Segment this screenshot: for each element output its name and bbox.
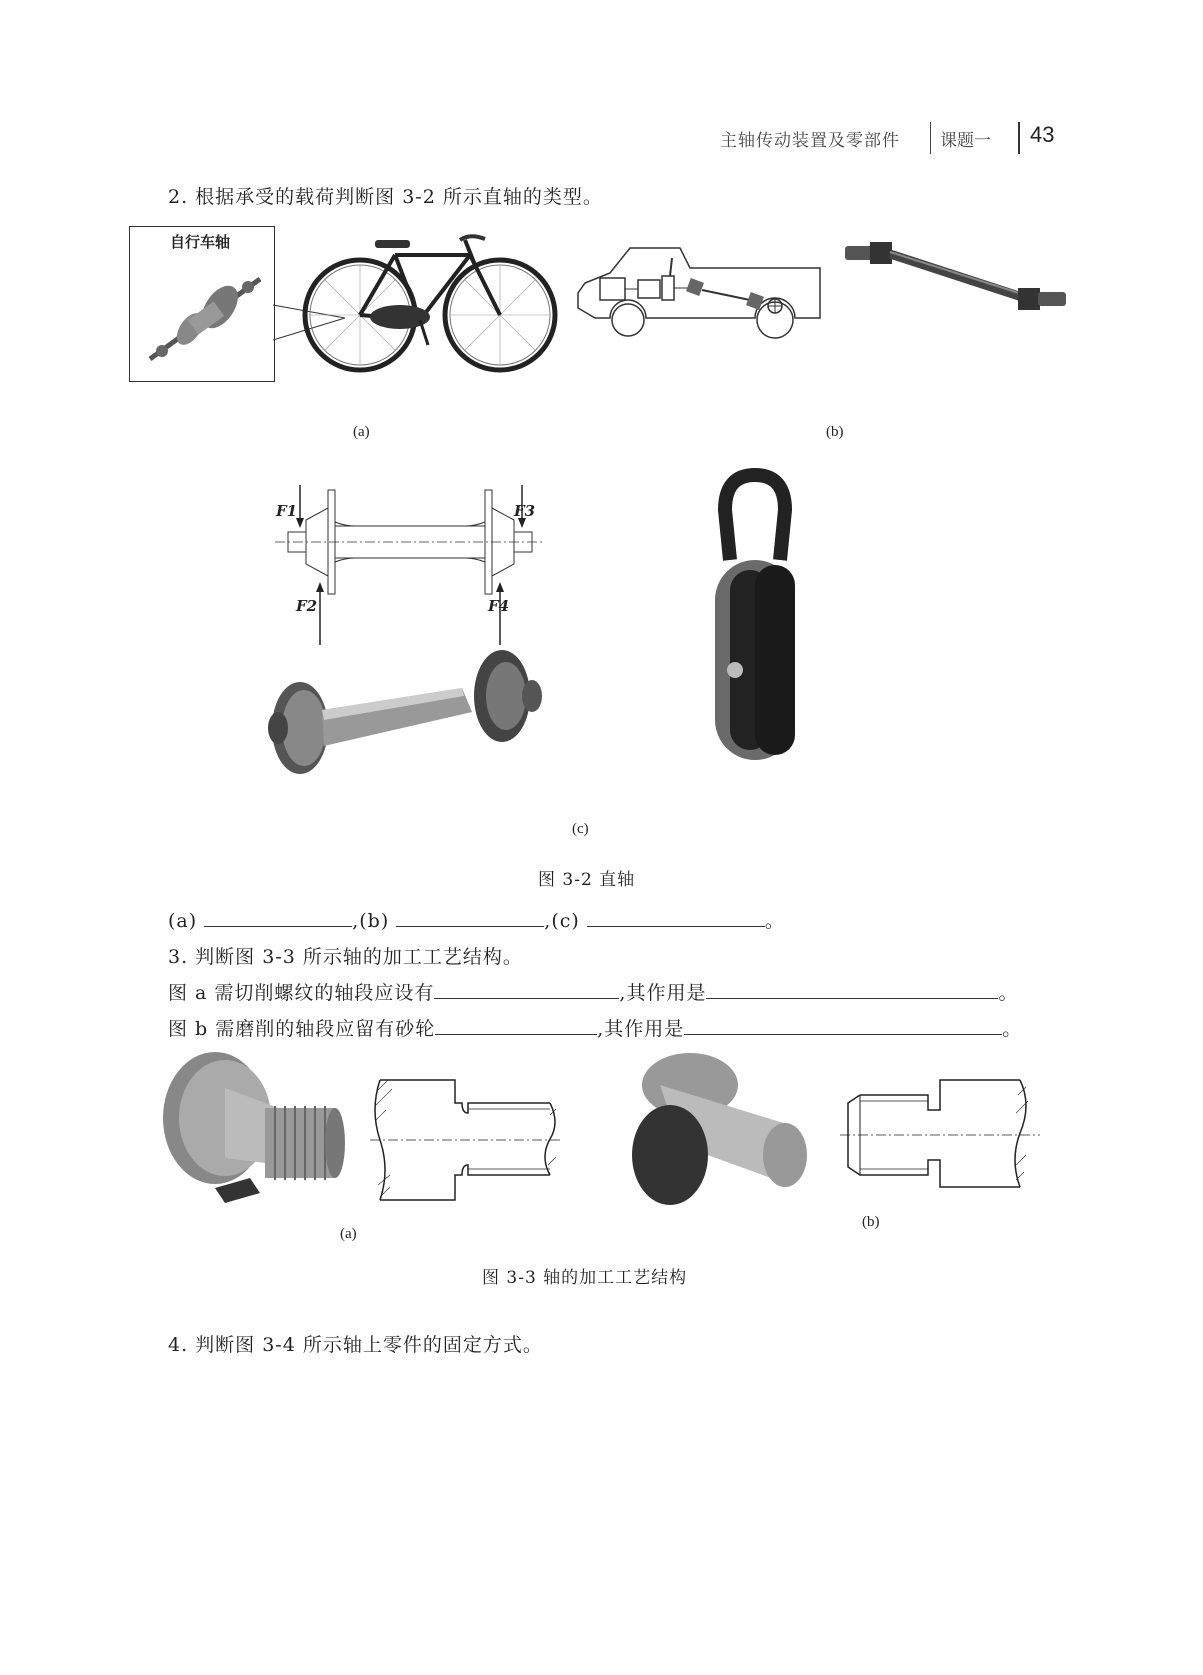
answer-c-blank[interactable] xyxy=(587,908,765,927)
truck-driveshaft-diagram xyxy=(570,238,830,348)
fig-3-3-sub-b: (b) xyxy=(862,1214,880,1230)
pulley-block-image xyxy=(700,470,810,770)
drive-shaft-image xyxy=(840,236,1070,326)
question-2: 2. 根据承受的载荷判断图 3-2 所示直轴的类型。 xyxy=(168,186,603,208)
fig-3-2-sub-b: (b) xyxy=(826,424,844,440)
chapter-title: 主轴传动装置及零部件 xyxy=(720,131,900,151)
q3-b-mid: ,其作用是 xyxy=(597,1018,685,1040)
q3-b-blank-1[interactable] xyxy=(435,1016,597,1035)
answer-c-label: ,(c) xyxy=(544,910,580,932)
answer-b-blank[interactable] xyxy=(396,908,544,927)
answer-a-blank[interactable] xyxy=(204,908,352,927)
force-label-f2: F2 xyxy=(296,597,318,615)
force-label-f3: F3 xyxy=(514,502,536,520)
wheelset-force-diagram xyxy=(270,480,550,650)
q3-a-blank-1[interactable] xyxy=(434,980,619,999)
fig-3-3-caption: 图 3-3 轴的加工工艺结构 xyxy=(482,1268,688,1288)
answer-end: 。 xyxy=(764,910,785,932)
q3-b-blank-2[interactable] xyxy=(684,1016,1002,1035)
inset-label: 自行车轴 xyxy=(170,233,231,251)
grinding-relief-drawing xyxy=(840,1075,1040,1205)
page-number: 43 xyxy=(1030,122,1055,147)
q2-answer-line xyxy=(168,906,785,933)
q3-b-prefix: 图 b 需磨削的轴段应留有砂轮 xyxy=(168,1018,436,1040)
thread-undercut-drawing xyxy=(370,1075,560,1205)
q3-a-prefix: 图 a 需切削螺纹的轴段应设有 xyxy=(168,982,435,1004)
q3-line-a xyxy=(168,978,1018,1005)
question-3: 3. 判断图 3-3 所示轴的加工工艺结构。 xyxy=(168,946,523,968)
q3-line-b xyxy=(168,1014,1022,1041)
grinding-wheel-3d-image xyxy=(620,1045,830,1205)
thread-cutting-3d-image xyxy=(155,1048,355,1208)
fig-3-2-sub-a: (a) xyxy=(353,424,370,440)
answer-a-label: (a) xyxy=(168,910,198,932)
q3-b-end: 。 xyxy=(1002,1018,1023,1040)
question-4: 4. 判断图 3-4 所示轴上零件的固定方式。 xyxy=(168,1334,543,1356)
force-label-f4: F4 xyxy=(488,597,510,615)
bicycle-image xyxy=(300,225,560,375)
fig-3-3-sub-a: (a) xyxy=(340,1226,357,1242)
fig-3-2-sub-c: (c) xyxy=(572,821,589,837)
q3-a-end: 。 xyxy=(998,982,1019,1004)
answer-b-label: ,(b) xyxy=(352,910,390,932)
unit-label: 课题一 xyxy=(940,131,991,151)
q3-a-mid: ,其作用是 xyxy=(619,982,707,1004)
force-label-f1: F1 xyxy=(276,502,298,520)
wheelset-3d-image xyxy=(262,648,562,778)
q3-a-blank-2[interactable] xyxy=(706,980,998,999)
fig-3-2-caption: 图 3-2 直轴 xyxy=(538,870,636,890)
